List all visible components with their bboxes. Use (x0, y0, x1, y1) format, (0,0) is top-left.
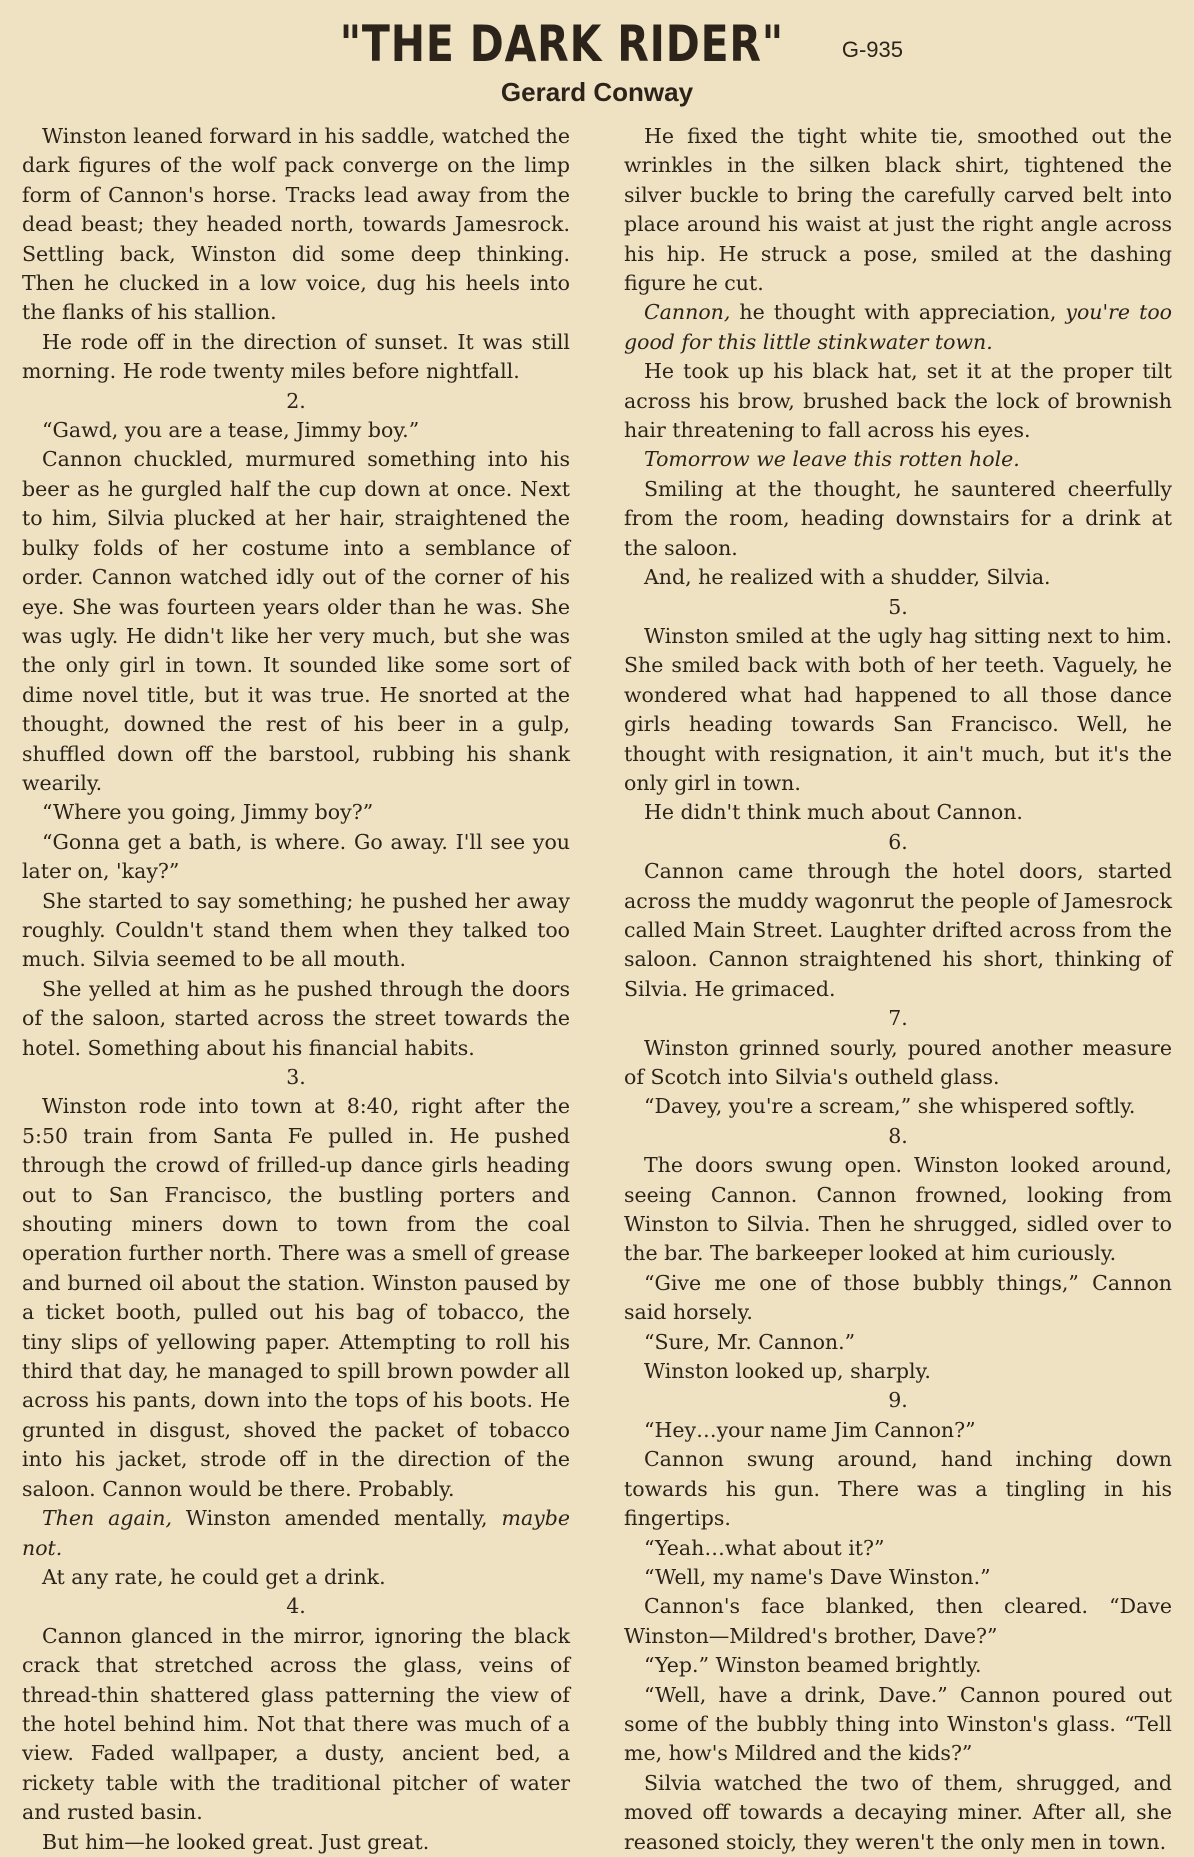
story-author: Gerard Conway (500, 77, 694, 107)
paragraph: Winston grinned sourly, poured another measure of Scotch into Silvia's outheld glass. (624, 1035, 1172, 1089)
paragraph: “Davey, you're a scream,” she whispered softly. (644, 1094, 1136, 1119)
paragraph: Winston rode into town at 8:40, right after the 5:50 train from Santa Fe pulled in. He pushed through the crowd of frilled-up dance girls heading out to San Francisco, the bustling porters and shouting miners down to town from the coal operation further north. There was a smell of grease and burned oil about the station. Winston paused by a ticket booth, pulled out his bag of tobacco, the tiny slips of yellowing paper. Attempting to roll his third that day, he managed to spill brown powder all across his pants, down into the tops of his boots. He grunted in disgust, shoved the packet of tobacco into his jacket, strode off in the direction of the saloon. Cannon would be there. Probably. (22, 1094, 570, 1501)
paragraph: Winston smiled at the ugly hag sitting next to him. She smiled back with both of her teeth. Vaguely, he wondered what had happened to all those dance girls heading towards San Francisco. Well, he thought with resignation, it ain't much, but it's the only girl in town. (624, 623, 1172, 795)
section-number: 8. (888, 1123, 908, 1148)
paragraph: At any rate, he could get a drink. (42, 1564, 386, 1589)
paragraph: And, he realized with a shudder, Silvia. (644, 565, 1051, 590)
paragraph: “Well, have a drink, Dave.” Cannon poured out some of the bubbly thing into Winston's glass. “Tell me, how's Mildred and the kids?” (624, 1682, 1172, 1766)
section-number: 6. (888, 829, 908, 854)
paragraph: Winston looked up, sharply. (644, 1359, 931, 1384)
paragraph: He fixed the tight white tie, smoothed out the wrinkles in the silken black shirt, tightened the silver buckle to bring the carefully carved belt into place around his waist at just the right angle across his hip. He struck a pose, smiled at the dashing figure he cut. (624, 124, 1172, 296)
paragraph: The doors swung open. Winston looked around, seeing Cannon. Cannon frowned, looking from Winston to Silvia. Then he shrugged, sidled over to the bar. The barkeeper looked at him curiously. (624, 1153, 1172, 1266)
paragraph: “Yeah…what about it?” (644, 1535, 885, 1560)
paragraph: “Yep.” Winston beamed brightly. (644, 1653, 982, 1678)
paragraph: But him—he looked great. Just great. (42, 1829, 430, 1854)
paragraph: “Sure, Mr. Cannon.” (644, 1329, 856, 1354)
paragraph: She yelled at him as he pushed through the doors of the saloon, started across the street towards the hotel. Something about his financial habits. (22, 976, 570, 1060)
paragraph: Cannon swung around, hand inching down towards his gun. There was a tingling in his fingertips. (624, 1447, 1172, 1531)
text-span: he thought with appreciation, (730, 300, 1066, 325)
paragraph: “Hey…your name Jim Cannon?” (644, 1417, 976, 1442)
paragraph: “Gawd, you are a tease, Jimmy boy.” (42, 418, 420, 443)
italic-span: Then again, (42, 1506, 172, 1531)
paragraph: He took up his black hat, set it at the proper tilt across his brow, brushed back the lock of brownish hair threatening to fall across his eyes. (624, 359, 1172, 443)
story-body (22, 122, 1172, 1857)
paragraph: Cannon glanced in the mirror, ignoring the black crack that stretched across the glass, veins of thread-thin shattered glass patterning the view of the hotel behind him. Not that there was much of a view. Faded wallpaper, a dusty, ancient bed, a rickety table with the traditional pitcher of water and rusted basin. (22, 1623, 570, 1825)
paragraph: “Gonna get a bath, is where. Go away. I'll see you later on, 'kay?” (22, 829, 570, 884)
italic-span: maybe not. (22, 1506, 570, 1560)
story-header (22, 14, 1172, 122)
italic-paragraph: Tomorrow we leave this rotten hole. (644, 447, 1020, 472)
paragraph: Cannon's face blanked, then cleared. “Dave Winston—Mildred's brother, Dave?” (624, 1594, 1172, 1648)
paragraph: Winston leaned forward in his saddle, watched the dark figures of the wolf pack converge on the limp form of Cannon's horse. Tracks lead away from the dead beast; they headed north, towards Jamesrock. Settling back, Winston did some deep thinking. Then he clucked in a low voice, dug his heels into the flanks of his stallion. (22, 124, 570, 325)
paragraph: Silvia watched the two of them, shrugged, and moved off towards a decaying miner. After all, she reasoned stoicly, they weren't the only men in town. (624, 1770, 1172, 1854)
paragraph (624, 298, 1172, 357)
section-number: 9. (888, 1388, 908, 1413)
paragraph (22, 1504, 570, 1563)
story-title: "THE DARK RIDER" (339, 15, 784, 73)
paragraph: “Where you going, Jimmy boy?” (42, 800, 374, 825)
paragraph: She started to say something; he pushed her away roughly. Couldn't stand them when they talked too much. Silvia seemed to be all mouth. (22, 888, 570, 972)
paragraph: Cannon came through the hotel doors, started across the muddy wagonrut the people of Jamesrock called Main Street. Laughter drifted across from the saloon. Cannon straightened his short, thinking of Silvia. He grimaced. (624, 859, 1172, 1001)
italic-span: Cannon, (644, 300, 731, 325)
section-number: 5. (888, 594, 908, 619)
paragraph: Smiling at the thought, he sauntered cheerfully from the room, heading downstairs for a drink at the saloon. (624, 476, 1172, 560)
left-column (22, 122, 570, 1857)
right-column (624, 122, 1172, 1857)
section-number: 7. (888, 1006, 908, 1031)
text-span: Winston amended mentally, (171, 1506, 502, 1531)
paragraph: Cannon chuckled, murmured something into his beer as he gurgled half the cup down at once. Next to him, Silvia plucked at her hair, straightened the bulky folds of her costume into a semblance of order. Cannon watched idly out of the corner of his eye. She was fourteen years older than he was. She was ugly. He didn't like her very much, but she was the only girl in town. It sounded like some sort of dime novel title, but it was true. He snorted at the thought, downed the rest of his beer in a gulp, shuffled down off the barstool, rubbing his shank wearily. (22, 447, 570, 795)
section-number: 3. (286, 1065, 306, 1089)
paragraph: “Give me one of those bubbly things,” Cannon said horsely. (624, 1270, 1172, 1325)
paragraph: “Well, my name's Dave Winston.” (644, 1564, 991, 1589)
paragraph: He didn't think much about Cannon. (644, 800, 1023, 825)
paragraph: He rode off in the direction of sunset. It was still morning. He rode twenty miles before nightfall. (22, 329, 570, 384)
section-number: 4. (286, 1594, 306, 1619)
italic-span: you're too good for this little stinkwater town. (624, 300, 1172, 354)
section-number: 2. (286, 388, 306, 413)
story-code: G-935 (841, 37, 903, 62)
